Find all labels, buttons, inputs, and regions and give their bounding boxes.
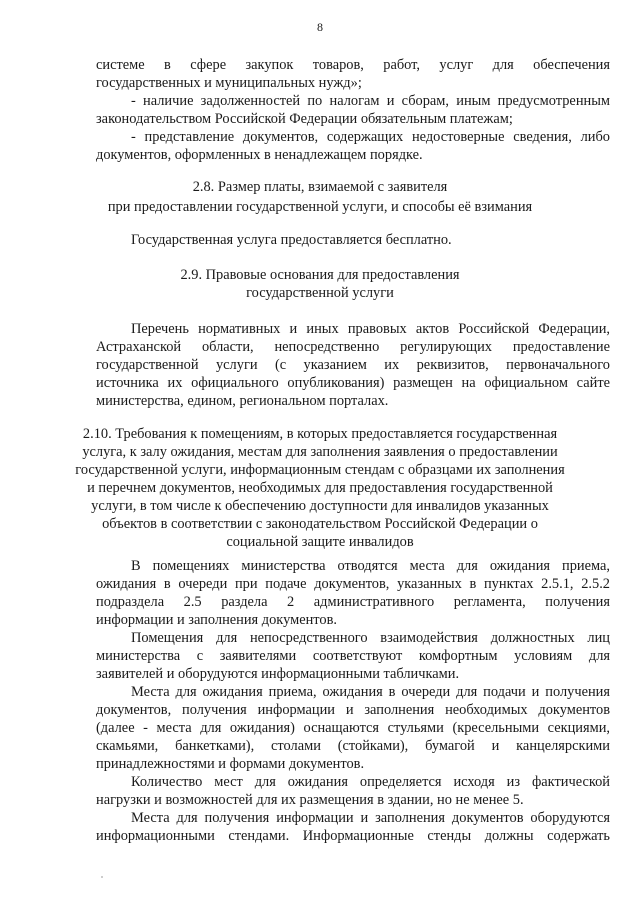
paragraph: Государственная услуга предоставляется бесплатно. (131, 232, 452, 248)
text-line: - представление документов, содержащих недостоверные сведения, либо (131, 129, 610, 145)
text-line: информации и заполнения документов. (96, 612, 337, 628)
section-heading: государственной услуги (246, 285, 394, 301)
text-line: информационными стендами. Информационные стенды должны содержать (96, 828, 610, 844)
text-line: (далее - места для ожидания) оснащаются стульями (кресельными секциями, (96, 720, 610, 736)
text-line: министерства, едином, региональном порталах. (96, 393, 389, 409)
text-line: В помещениях министерства отводятся места для ожидания приема, (131, 558, 610, 574)
text-line: документов, получения информации и заполнения необходимых документов (96, 702, 610, 718)
text-line: документов, оформленных в ненадлежащем порядке. (96, 147, 423, 163)
text-line: Количество мест для ожидания определяется исходя из фактической (131, 774, 610, 790)
scan-speck (101, 876, 103, 878)
text-line: государственных и муниципальных нужд»; (96, 75, 362, 91)
text-line: государственной услуги (с указанием их реквизитов, первоначального (96, 357, 610, 373)
section-heading: 2.9. Правовые основания для предоставления (180, 267, 460, 283)
section-heading: 2.8. Размер платы, взимаемой с заявителя (192, 179, 448, 195)
section-heading: услуги, в том числе к обеспечению доступности для инвалидов указанных (91, 498, 549, 514)
section-heading: государственной услуги, информационным стендам с образцами их заполнения (75, 462, 565, 478)
section-heading: 2.10. Требования к помещениям, в которых предоставляется государственная (82, 426, 558, 442)
text-line: подраздела 2.5 раздела 2 административного регламента, получения (96, 594, 610, 610)
text-line: ожидания в очереди при подаче документов, указанных в пунктах 2.5.1, 2.5.2 (96, 576, 610, 592)
text-line: принадлежностями и формами документов. (96, 756, 365, 772)
text-line: Места для получения информации и заполнения документов оборудуются (131, 810, 610, 826)
text-line: Места для ожидания приема, ожидания в очереди для подачи и получения (131, 684, 610, 700)
text-line: министерства с заявителями соответствуют комфортным условиям для (96, 648, 610, 664)
section-heading: услуга, к залу ожидания, местам для заполнения заявления о предоставлении (82, 444, 558, 460)
text-line: заявителей и оборудуются информационными табличками. (96, 666, 460, 682)
text-line: источника их официального опубликования) размещен на официальном сайте (96, 375, 610, 391)
page-number: 8 (317, 20, 323, 34)
text-line: Перечень нормативных и иных правовых актов Российской Федерации, (131, 321, 610, 337)
text-line: скамьями, банкетками), столами (стойками), бумагой и канцелярскими (96, 738, 610, 754)
text-line: Помещения для непосредственного взаимодействия должностных лиц (131, 630, 610, 646)
text-line: - наличие задолженностей по налогам и сборам, иным предусмотренным (131, 93, 610, 109)
section-heading: социальной защите инвалидов (226, 534, 414, 550)
text-line: системе в сфере закупок товаров, работ, услуг для обеспечения (96, 57, 610, 73)
text-line: Астраханской области, непосредственно регулирующих предоставление (96, 339, 610, 355)
text-line: нагрузки и возможностей для их размещения в здании, но не менее 5. (96, 792, 524, 808)
section-heading: и перечнем документов, необходимых для предоставления государственной (87, 480, 553, 496)
section-heading: при предоставлении государственной услуги, и способы её взимания (107, 199, 533, 215)
text-line: законодательством Российской Федерации обязательным платежам; (96, 111, 513, 127)
section-heading: объектов в соответствии с законодательством Российской Федерации о (102, 516, 538, 532)
